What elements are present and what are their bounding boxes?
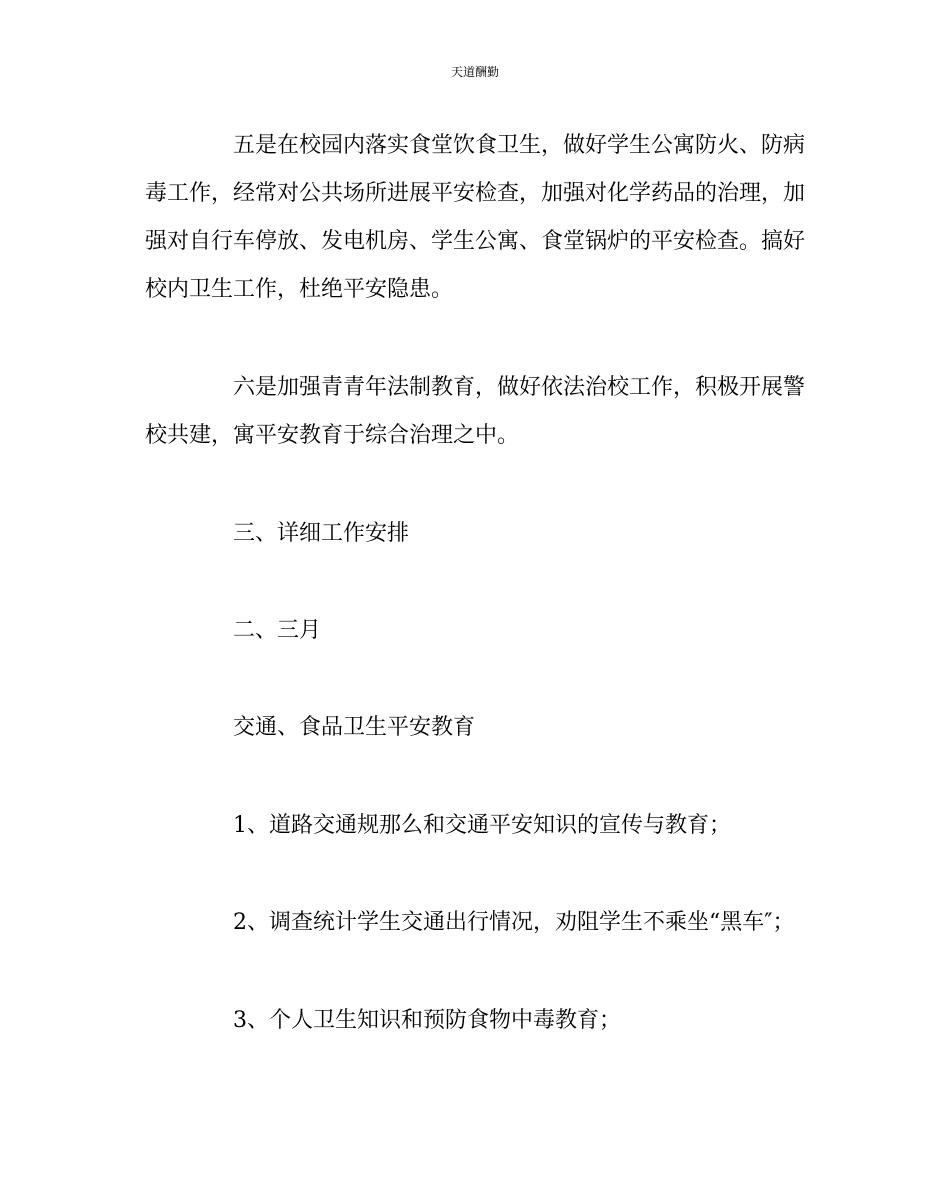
paragraph-six: 六是加强青青年法制教育，做好依法治校工作，积极开展警校共建，寓平安教育于综合治理之中。 <box>145 375 806 448</box>
section-heading: 三、详细工作安排 <box>233 521 410 546</box>
page-header: 天道酬勤 <box>450 65 499 79</box>
list-item-3: 3、个人卫生知识和预防食物中毒教育； <box>233 1008 621 1033</box>
paragraph-five: 五是在校园内落实食堂饮食卫生，做好学生公寓防火、防病毒工作，经常对公共场所进展平安检查，加强对化学药品的治理，加强对自行车停放、发电机房、学生公寓、食堂锅炉的平安检查。搞好校内卫生工作，杜绝平安隐患。 <box>145 133 806 302</box>
list-item-2: 2、调查统计学生交通出行情况，劝阻学生不乘坐“黑车″； <box>233 910 795 935</box>
list-item-1: 1、道路交通规那么和交通平安知识的宣传与教育； <box>233 813 731 838</box>
month-heading: 二、三月 <box>233 618 322 643</box>
topic-heading: 交通、食品卫生平安教育 <box>233 715 476 740</box>
